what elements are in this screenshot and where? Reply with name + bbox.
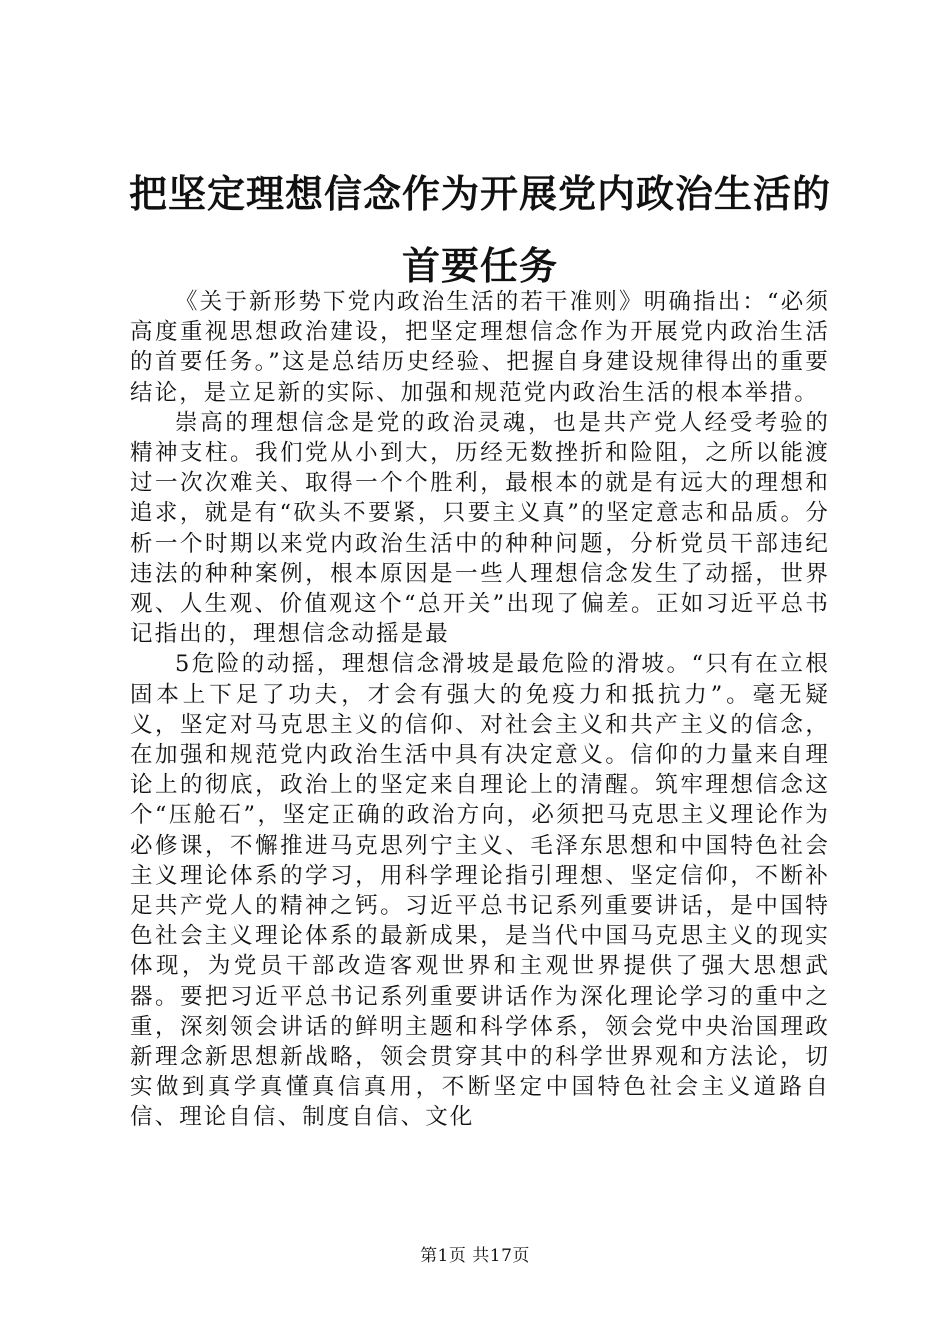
document-title: 把坚定理想信念作为开展党内政治生活的首要任务 (128, 172, 831, 288)
page-number-footer: 第1页 共17页 (420, 1246, 530, 1266)
document-body (130, 287, 830, 1133)
paragraph-2: 崇高的理想信念是党的政治灵魂，也是共产党人经受考验的精神支柱。我们党从小到大，历经无数挫折和险阻，之所以能渡过一次次难关、取得一个个胜利，最根本的就是有远大的理想和追求，就是有“砍头不要紧，只要主义真”的坚定意志和品质。分析一个时期以来党内政治生活中的种种问题，分析党员干部违纪违法的种种案例，根本原因是一些人理想信念发生了动摇，世界观、人生观、价值观这个“总开关”出现了偏差。正如习近平总书记指出的，理想信念动摇是最 (130, 409, 830, 648)
paragraph-3: 5危险的动摇，理想信念滑坡是最危险的滑坡。“只有在立根固本上下足了功夫，才会有强大的免疫力和抵抗力”。毫无疑义，坚定对马克思主义的信仰、对社会主义和共产主义的信念，在加强和规范党内政治生活中具有决定意义。信仰的力量来自理论上的彻底，政治上的坚定来自理论上的清醒。筑牢理想信念这个“压舱石”，坚定正确的政治方向，必须把马克思主义理论作为必修课，不懈推进马克思列宁主义、毛泽东思想和中国特色社会主义理论体系的学习，用科学理论指引理想、坚定信仰，不断补足共产党人的精神之钙。习近平总书记系列重要讲话，是中国特色社会主义理论体系的最新成果，是当代中国马克思主义的现实体现，为党员干部改造客观世界和主观世界提供了强大思想武器。要把习近平总书记系列重要讲话作为深化理论学习的重中之重，深刻领会讲话的鲜明主题和科学体系，领会党中央治国理政新理念新思想新战略，领会贯穿其中的科学世界观和方法论，切实做到真学真懂真信真用，不断坚定中国特色社会主义道路自信、理论自信、制度自信、文化 (130, 651, 830, 1131)
paragraph-1: 《关于新形势下党内政治生活的若干准则》明确指出：“必须高度重视思想政治建设，把坚定理想信念作为开展党内政治生活的首要任务。”这是总结历史经验、把握自身建设规律得出的重要结论，是立足新的实际、加强和规范党内政治生活的根本举措。 (130, 289, 830, 406)
